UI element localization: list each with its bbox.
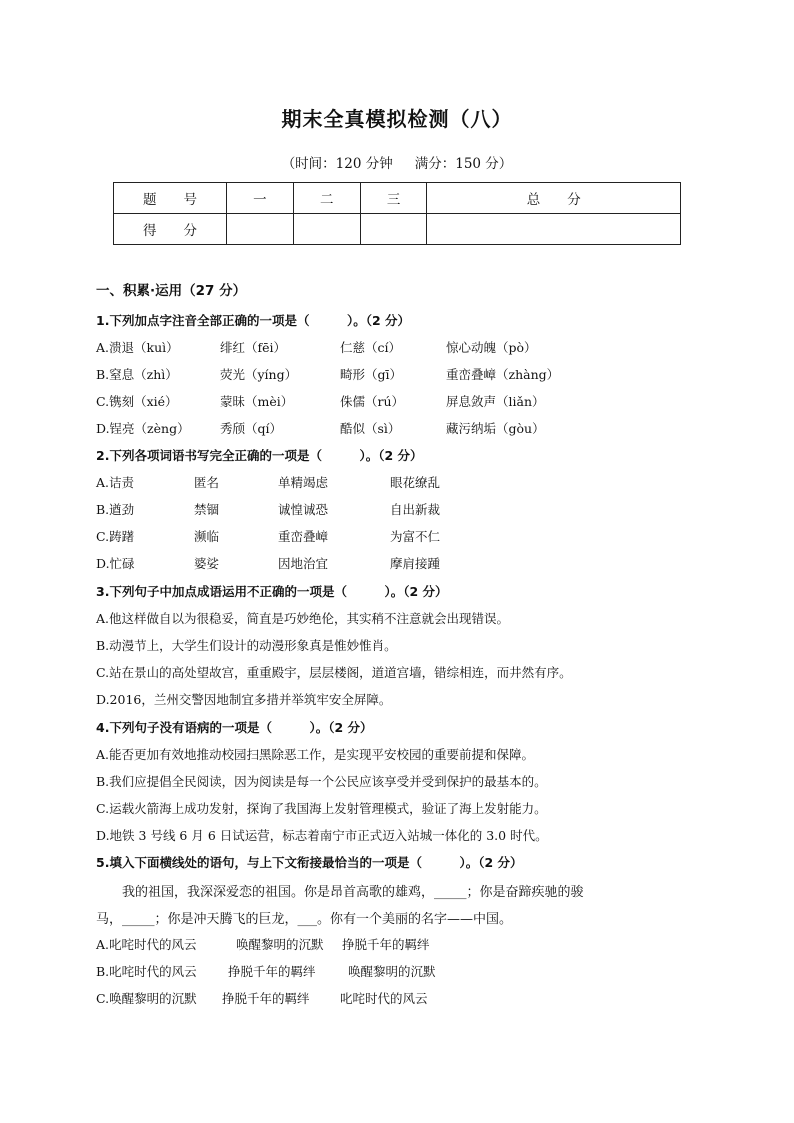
option-term: B.遒劲 [96,502,135,517]
option-term: A.溃退（kuì） [96,340,179,355]
option-term: 侏儒（rú） [340,394,405,409]
option-term: 畸形（gī） [340,367,402,382]
question-5-passage-line-1: 我的祖国，我深深爱恋的祖国。你是昂首高歌的雄鸡，_____；你是奋蹄疾驰的骏 [122,885,584,900]
option-term: 匿名 [194,475,220,490]
option-term: 婆娑 [194,556,220,571]
option-term: 屏息敛声（liǎn） [446,394,545,409]
question-4-option-c: C.运载火箭海上成功发射，探询了我国海上发射管理模式，验证了海上发射能力。 [96,801,547,816]
option-term: B.叱咤时代的风云 [96,964,197,979]
exam-info [0,152,794,172]
question-1-stem: 1.下列加点字注音全部正确的一项是（ ）。（2 分） [96,313,410,328]
question-4-option-a: A.能否更加有效地推动校园扫黑除恶工作，是实现平安校园的重要前提和保障。 [96,747,535,762]
option-term: 诚惶诚恐 [278,502,329,517]
option-term: C.踌躇 [96,529,135,544]
question-3-option-d: D.2016，兰州交警因地制宜多措并举筑牢安全屏障。 [96,692,392,707]
score-cell-total [427,214,681,245]
question-3-option-a: A.他这样做自以为很稳妥，简直是巧妙绝伦，其实稍不注意就会出现错误。 [96,611,510,626]
option-term: 藏污纳垢（gòu） [446,421,545,436]
option-term: 荧光（yíng） [220,367,298,382]
option-term: 仁慈（cí） [340,340,401,355]
option-term: 摩肩接踵 [390,556,441,571]
option-term: 濒临 [194,529,220,544]
question-2-stem: 2.下列各项词语书写完全正确的一项是（ ）。（2 分） [96,448,423,463]
question-3-option-b: B.动漫节上，大学生们设计的动漫形象真是惟妙惟肖。 [96,638,397,653]
header-cell-total: 总 分 [427,183,681,214]
header-cell-1: 一 [227,183,294,214]
question-4-option-b: B.我们应提倡全民阅读，因为阅读是每一个公民应该享受并受到保护的最基本的。 [96,774,547,789]
question-3-option-c: C.站在景山的高处望故宫，重重殿宇，层层楼阁，道道宫墙，错综相连，而井然有序。 [96,665,572,680]
question-3-stem: 3.下列句子中加点成语运用不正确的一项是（ ）。（2 分） [96,584,448,599]
option-term: 因地治宜 [278,556,329,571]
option-term: 酷似（sì） [340,421,401,436]
page-title: 期末全真模拟检测（八） [281,107,513,131]
option-term: D.忙碌 [96,556,135,571]
score-cell-3 [360,214,427,245]
header-cell-2: 二 [293,183,360,214]
time-limit: （时间：120 分钟 [281,156,393,172]
score-table [113,182,681,245]
question-5-passage-line-2: 马，_____；你是冲天腾飞的巨龙，___。你有一个美丽的名字——中国。 [96,912,513,927]
option-term: A.诘责 [96,475,135,490]
option-term: 重峦叠嶂 [278,529,329,544]
option-term: D.锃亮（zèng） [96,421,190,436]
option-term: 重峦叠嶂（zhàng） [446,367,560,382]
score-cell-1 [227,214,294,245]
option-term: 挣脱千年的羁绊 [222,991,310,1006]
score-table-header-row [114,183,681,214]
option-term: 叱咤时代的风云 [340,991,428,1006]
option-term: 唤醒黎明的沉默 [236,937,324,952]
option-term: 眼花缭乱 [390,475,441,490]
score-table-score-row [114,214,681,245]
question-5-stem: 5.填入下面横线处的语句，与上下文衔接最恰当的一项是（ ）。（2 分） [96,855,523,870]
option-term: 挣脱千年的羁绊 [342,937,430,952]
section-heading: 一、积累·运用（27 分） [96,283,247,299]
option-term: 惊心动魄（pò） [446,340,537,355]
option-term: 挣脱千年的羁绊 [228,964,316,979]
option-term: C.镌刻（xié） [96,394,178,409]
full-score: 满分：150 分） [414,156,513,172]
header-cell-3: 三 [360,183,427,214]
option-term: 为富不仁 [390,529,441,544]
score-cell-2 [293,214,360,245]
option-term: 禁锢 [194,502,220,517]
option-term: B.窒息（zhì） [96,367,178,382]
header-cell-label: 题 号 [114,183,227,214]
option-term: 秀颀（qí） [220,421,282,436]
score-cell-label: 得 分 [114,214,227,245]
option-term: A.叱咤时代的风云 [96,937,197,952]
option-term: C.唤醒黎明的沉默 [96,991,197,1006]
question-4-stem: 4.下列句子没有语病的一项是（ ）。（2 分） [96,720,373,735]
question-4-option-d: D.地铁 3 号线 6 月 6 日试运营，标志着南宁市正式迈入站城一体化的 3.0 时代。 [96,828,548,843]
option-term: 单精竭虑 [278,475,329,490]
option-term: 唤醒黎明的沉默 [348,964,436,979]
option-term: 蒙昧（mèi） [220,394,294,409]
option-term: 绯红（fēi） [220,340,287,355]
option-term: 自出新裁 [390,502,441,517]
